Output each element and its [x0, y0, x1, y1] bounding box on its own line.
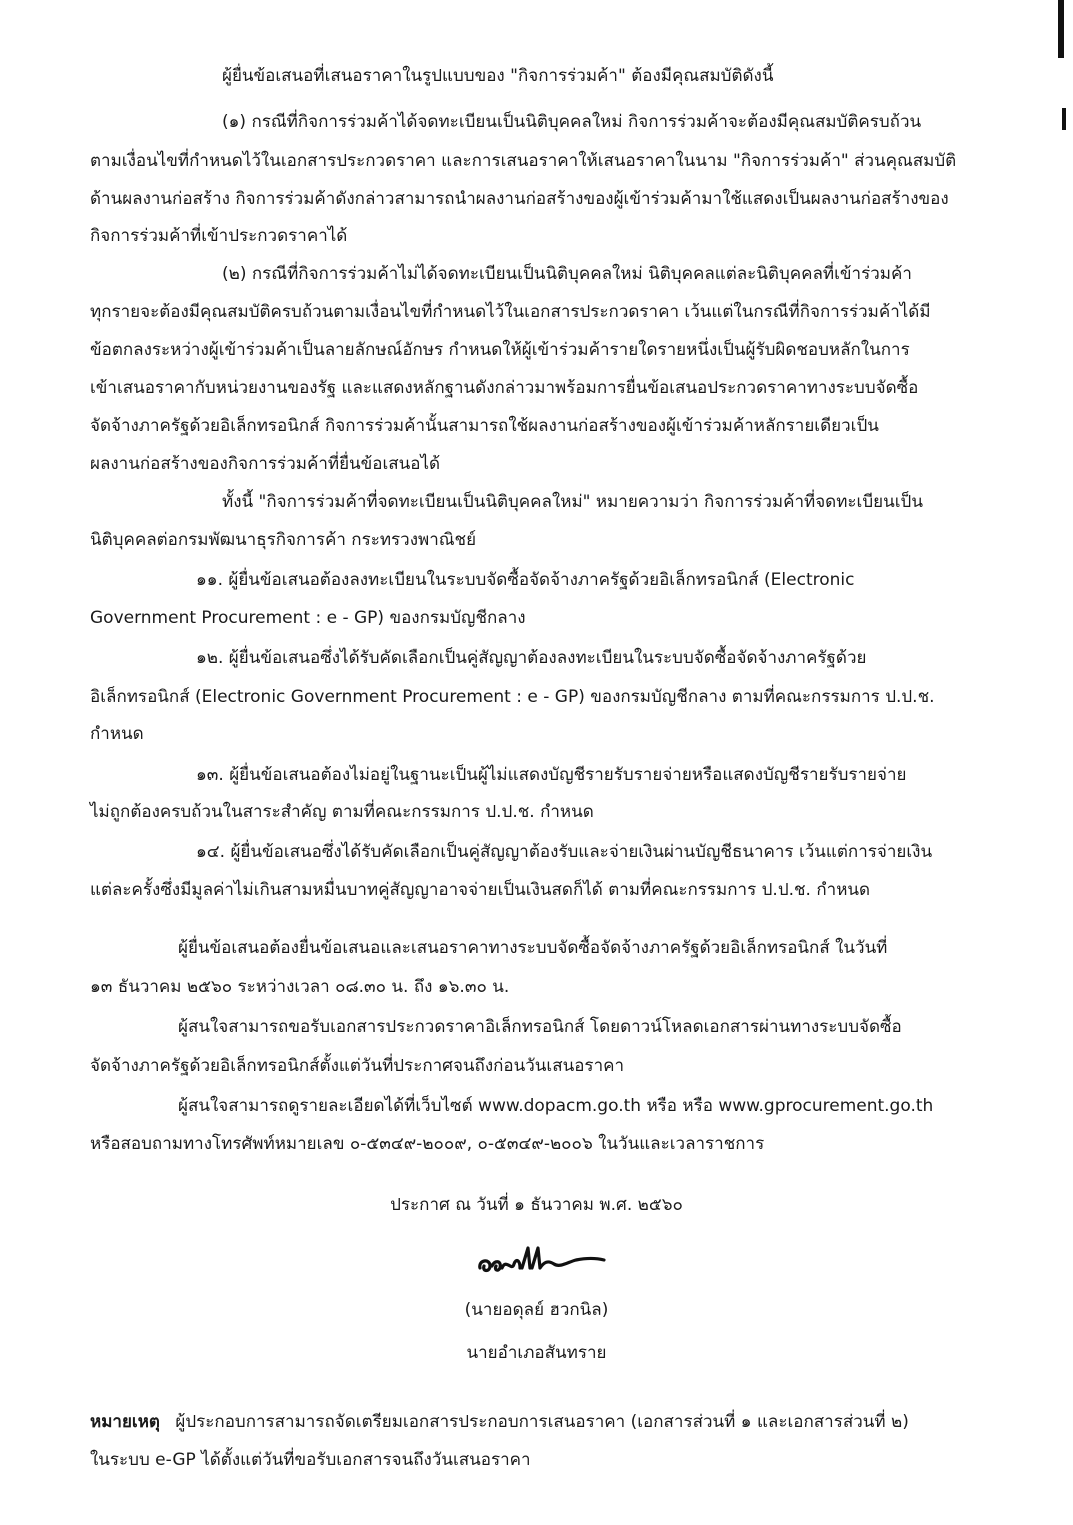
body-line: ๑๓. ผู้ยื่นข้อเสนอต้องไม่อยู่ในฐานะเป็นผู้ไม่แสดงบัญชีรายรับรายจ่ายหรือแสดงบัญชีรายรับรายจ่าย: [196, 765, 907, 785]
body-line: จัดจ้างภาครัฐด้วยอิเล็กทรอนิกส์ตั้งแต่วันที่ประกาศจนถึงก่อนวันเสนอราคา: [90, 1056, 625, 1076]
body-line: Government Procurement : e - GP) ของกรมบัญชีกลาง: [90, 608, 526, 628]
body-line: ๑๓ ธันวาคม ๒๕๖๐ ระหว่างเวลา ๐๘.๓๐ น. ถึง ๑๖.๓๐ น.: [90, 977, 510, 997]
body-line: ข้อตกลงระหว่างผู้เข้าร่วมค้าเป็นลายลักษณ์อักษร กำหนดให้ผู้เข้าร่วมค้ารายใดรายหนึ่งเป็นผู้รับผิดชอบหลักในการ: [90, 340, 910, 360]
body-line: อิเล็กทรอนิกส์ (Electronic Government Procurement : e - GP) ของกรมบัญชีกลาง ตามที่คณะกรรมการ ป.ป.ช.: [90, 687, 935, 707]
note-line: [90, 1410, 909, 1434]
body-line: ผู้ยื่นข้อเสนอที่เสนอราคาในรูปแบบของ "กิจการร่วมค้า" ต้องมีคุณสมบัติดังนี้: [222, 66, 774, 86]
body-line: กิจการร่วมค้าที่เข้าประกวดราคาได้: [90, 226, 348, 246]
body-line: แต่ละครั้งซึ่งมีมูลค่าไม่เกินสามหมื่นบาทคู่สัญญาอาจจ่ายเป็นเงินสดก็ได้ ตามที่คณะกรรมการ ป.ป.ช. กำหนด: [90, 880, 871, 900]
body-line: ทั้งนี้ "กิจการร่วมค้าที่จดทะเบียนเป็นนิติบุคคลใหม่" หมายความว่า กิจการร่วมค้าที่จดทะเบียนเป็น: [222, 492, 923, 512]
body-line: ๑๔. ผู้ยื่นข้อเสนอซึ่งได้รับคัดเลือกเป็นคู่สัญญาต้องรับและจ่ายเงินผ่านบัญชีธนาคาร เว้นแต่การจ่ายเงิน: [196, 842, 933, 862]
body-line: หรือสอบถามทางโทรศัพท์หมายเลข ๐-๕๓๔๙-๒๐๐๙, ๐-๕๓๔๙-๒๐๐๖ ในวันและเวลาราชการ: [90, 1134, 765, 1154]
signer-name: (นายอดุลย์ ฮวกนิล): [464, 1300, 609, 1320]
note-line: ในระบบ e-GP ได้ตั้งแต่วันที่ขอรับเอกสารจนถึงวันเสนอราคา: [90, 1450, 531, 1470]
scan-edge-mark: [1062, 108, 1066, 130]
announce-date: ประกาศ ณ วันที่ ๑ ธันวาคม พ.ศ. ๒๕๖๐: [390, 1195, 683, 1215]
body-line: ผลงานก่อสร้างของกิจการร่วมค้าที่ยื่นข้อเสนอได้: [90, 454, 441, 474]
body-line: (๒) กรณีที่กิจการร่วมค้าไม่ได้จดทะเบียนเป็นนิติบุคคลใหม่ นิติบุคคลแต่ละนิติบุคคลที่เข้าร่วมค้า: [222, 264, 912, 284]
body-line: ตามเงื่อนไขที่กำหนดไว้ในเอกสารประกวดราคา และการเสนอราคาให้เสนอราคาในนาม "กิจการร่วมค้า" ส่วนคุณสมบัติ: [90, 151, 957, 171]
body-line: กำหนด: [90, 724, 144, 744]
scan-edge-mark: [1058, 0, 1064, 58]
body-line: (๑) กรณีที่กิจการร่วมค้าได้จดทะเบียนเป็นนิติบุคคลใหม่ กิจการร่วมค้าจะต้องมีคุณสมบัติครบถ้วน: [222, 112, 922, 132]
body-line: ผู้ยื่นข้อเสนอต้องยื่นข้อเสนอและเสนอราคาทางระบบจัดซื้อจัดจ้างภาครัฐด้วยอิเล็กทรอนิกส์ ในวันที่: [178, 938, 888, 958]
body-line: ผู้สนใจสามารถดูรายละเอียดได้ที่เว็บไซต์ www.dopacm.go.th หรือ หรือ www.gprocurement.go.th: [178, 1096, 934, 1116]
body-line: ผู้สนใจสามารถขอรับเอกสารประกวดราคาอิเล็กทรอนิกส์ โดยดาวน์โหลดเอกสารผ่านทางระบบจัดซื้อ: [178, 1017, 902, 1037]
signer-position: นายอำเภอสันทราย: [466, 1343, 607, 1363]
body-line: นิติบุคคลต่อกรมพัฒนาธุรกิจการค้า กระทรวงพาณิชย์: [90, 530, 477, 550]
body-line: ด้านผลงานก่อสร้าง กิจการร่วมค้าดังกล่าวสามารถนำผลงานก่อสร้างของผู้เข้าร่วมค้ามาใช้แสดงเป็นผลงานก่อสร้างของ: [90, 189, 949, 209]
body-line: ไม่ถูกต้องครบถ้วนในสาระสำคัญ ตามที่คณะกรรมการ ป.ป.ช. กำหนด: [90, 802, 594, 822]
body-line: ทุกรายจะต้องมีคุณสมบัติครบถ้วนตามเงื่อนไขที่กำหนดไว้ในเอกสารประกวดราคา เว้นแต่ในกรณีที่กิจการร่วมค้าได้มี: [90, 302, 931, 322]
signature-image: [476, 1238, 606, 1282]
body-line: จัดจ้างภาครัฐด้วยอิเล็กทรอนิกส์ กิจการร่วมค้านั้นสามารถใช้ผลงานก่อสร้างของผู้เข้าร่วมค้าหลักรายเดียวเป็น: [90, 416, 879, 436]
note-text: ผู้ประกอบการสามารถจัดเตรียมเอกสารประกอบการเสนอราคา (เอกสารส่วนที่ ๑ และเอกสารส่วนที่ ๒): [175, 1412, 909, 1432]
body-line: ๑๒. ผู้ยื่นข้อเสนอซึ่งได้รับคัดเลือกเป็นคู่สัญญาต้องลงทะเบียนในระบบจัดซื้อจัดจ้างภาครัฐด้วย: [196, 648, 867, 668]
body-line: เข้าเสนอราคากับหน่วยงานของรัฐ และแสดงหลักฐานดังกล่าวมาพร้อมการยื่นข้อเสนอประกวดราคาทางระบบจัดซื้อ: [90, 378, 919, 398]
note-label: หมายเหตุ: [90, 1412, 160, 1432]
body-line: ๑๑. ผู้ยื่นข้อเสนอต้องลงทะเบียนในระบบจัดซื้อจัดจ้างภาครัฐด้วยอิเล็กทรอนิกส์ (Electronic: [196, 570, 855, 590]
